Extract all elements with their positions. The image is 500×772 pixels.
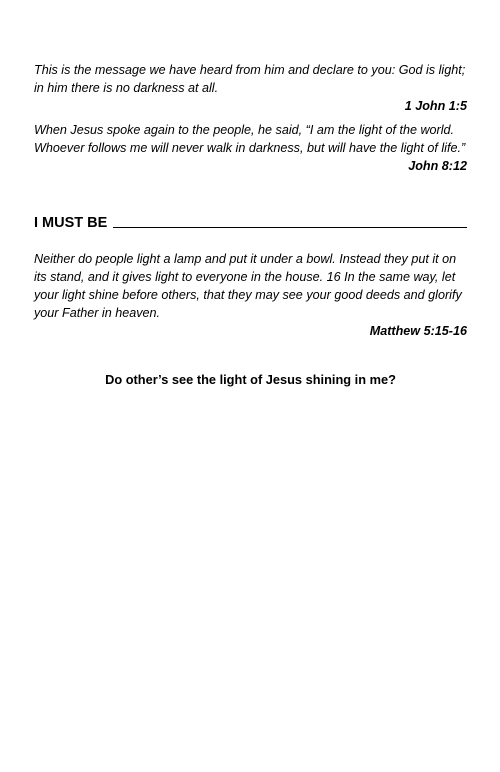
verse-block-1-john-1-5 xyxy=(34,61,467,115)
verse-block-matthew-5-15-16 xyxy=(34,250,467,340)
fill-in-prompt xyxy=(34,213,467,233)
verse-text: When Jesus spoke again to the people, he said, “I am the light of the world. Whoever follows me will never walk in darkness, but will have the light of life.” xyxy=(34,123,466,155)
verse-text: Neither do people light a lamp and put it under a bowl. Instead they put it on its stand, and it gives light to everyone in the house. 16 In the same way, let your light shine before others, that they may see your good deeds and glorify your Father in heaven. xyxy=(34,252,462,320)
verse-text: This is the message we have heard from him and declare to you: God is light; in him there is no darkness at all. xyxy=(34,63,466,95)
verse-block-john-8-12 xyxy=(34,121,467,175)
fill-in-blank-line xyxy=(113,226,467,228)
reflection-question: Do other’s see the light of Jesus shining in me? xyxy=(105,372,396,387)
verse-reference: Matthew 5:15-16 xyxy=(369,324,467,338)
verse-reference: John 8:12 xyxy=(408,159,467,173)
page xyxy=(34,0,467,772)
verse-reference: 1 John 1:5 xyxy=(404,99,467,113)
prompt-label: I MUST BE xyxy=(34,215,108,231)
